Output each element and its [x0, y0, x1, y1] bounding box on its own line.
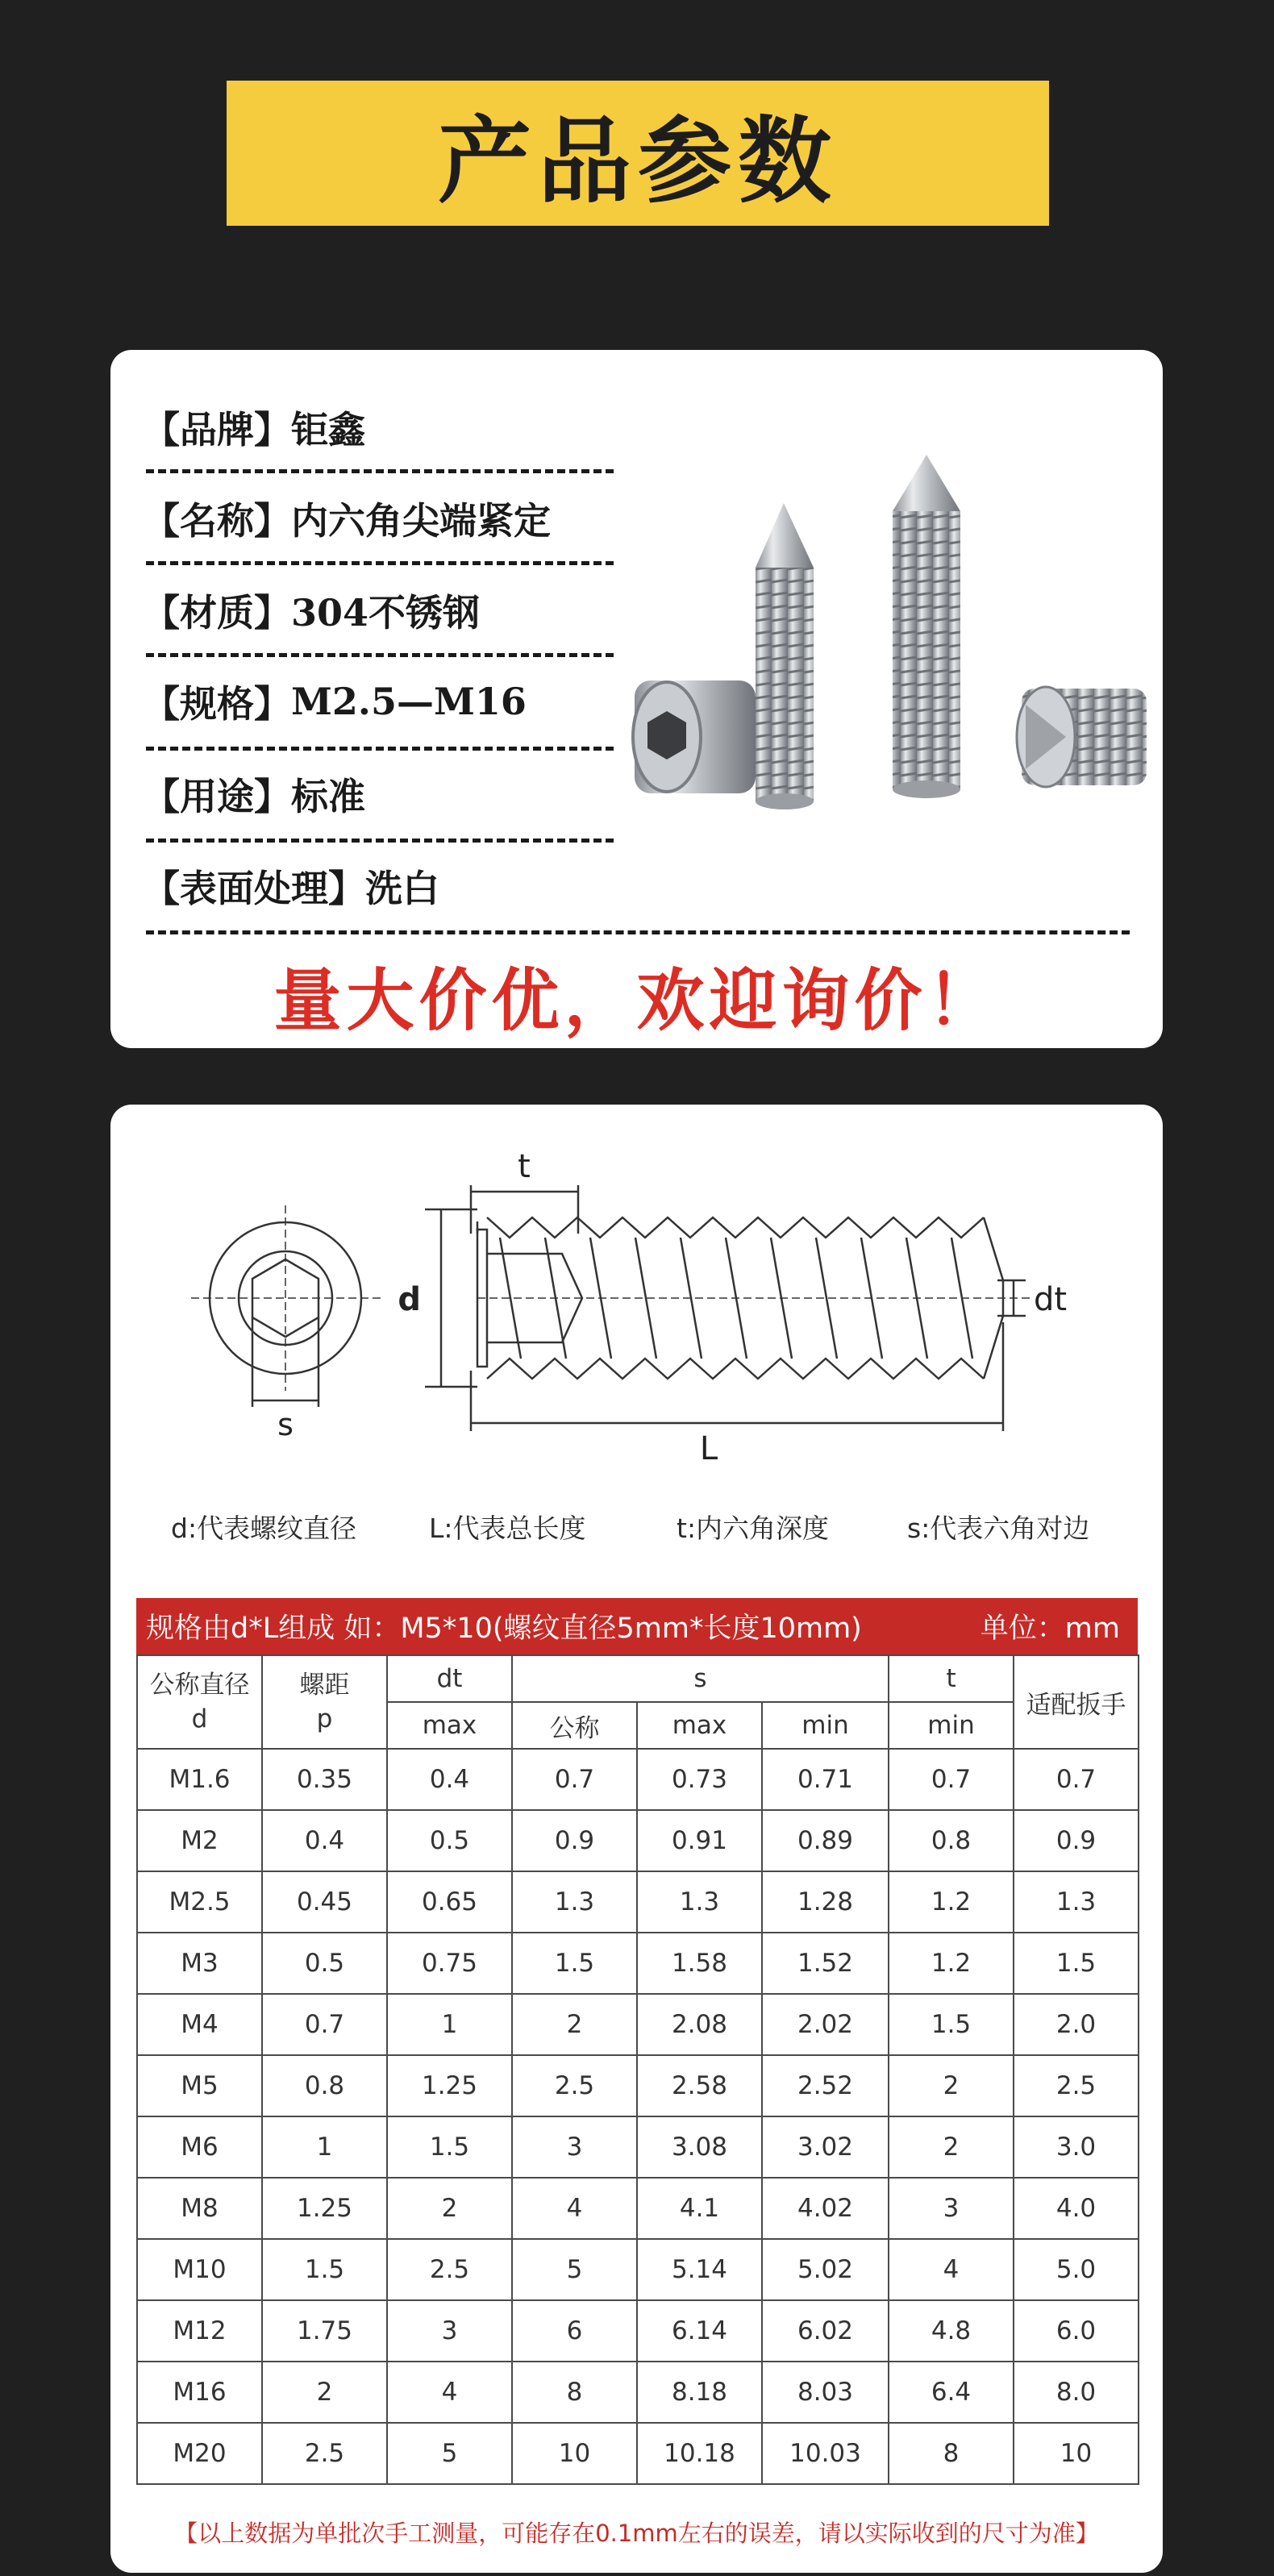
table-cell: 0.7 — [889, 1749, 1014, 1810]
table-cell: 0.45 — [262, 1871, 387, 1933]
table-cell: 0.7 — [262, 1994, 387, 2055]
table-row — [137, 1749, 1139, 1810]
table-cell: M4 — [137, 1994, 262, 2055]
table-row — [137, 2300, 1139, 2362]
table-cell: 2.5 — [1014, 2055, 1139, 2116]
legend-d: d:代表螺纹直径 — [171, 1513, 357, 1544]
legend-t: t:内六角深度 — [677, 1513, 830, 1544]
spec-label: 【规格】 — [143, 682, 291, 726]
table-cell: 8.03 — [762, 2362, 889, 2423]
thread-edge — [487, 1359, 984, 1379]
table-cell: M6 — [137, 2116, 262, 2178]
table-cell: 1.5 — [387, 2116, 512, 2178]
promo-text: 量大价优，欢迎询价！ — [273, 960, 1000, 1040]
table-cell: 1.2 — [889, 1933, 1014, 1994]
table-cell: 0.5 — [387, 1810, 512, 1871]
table-cell: 8 — [512, 2362, 637, 2423]
divider — [146, 561, 614, 565]
table-cell: 1.58 — [637, 1933, 762, 1994]
subheader-cell: max — [637, 1702, 762, 1749]
table-cell: 2.52 — [762, 2055, 889, 2116]
table-cell: 1.2 — [889, 1871, 1014, 1933]
table-cell: M16 — [137, 2362, 262, 2423]
table-cell: 1 — [262, 2116, 387, 2178]
label-L: L — [699, 1430, 718, 1467]
end-view — [191, 1205, 381, 1407]
table-cell: 4.1 — [637, 2178, 762, 2239]
table-title-bar — [136, 1598, 1138, 1654]
table-cell: 4 — [387, 2362, 512, 2423]
table-cell: 10.03 — [762, 2423, 889, 2484]
table-row — [137, 1810, 1139, 1871]
table-cell: 2.08 — [637, 1994, 762, 2055]
table-cell: 1.5 — [889, 1994, 1014, 2055]
table-cell: 6 — [512, 2300, 637, 2362]
table-cell: M5 — [137, 2055, 262, 2116]
table-cell: 5 — [512, 2239, 637, 2300]
table-cell: 2.5 — [512, 2055, 637, 2116]
table-cell: 6.4 — [889, 2362, 1014, 2423]
spec-material — [143, 582, 480, 639]
table-cell: 2.58 — [637, 2055, 762, 2116]
table-cell: 3.02 — [762, 2116, 889, 2178]
table-cell: 5.14 — [637, 2239, 762, 2300]
table-cell: 1.75 — [262, 2300, 387, 2362]
table-cell: 1.3 — [1014, 1871, 1139, 1933]
table-cell: 1.28 — [762, 1871, 889, 1933]
table-cell: 3.0 — [1014, 2116, 1139, 2178]
header-pitch: 螺距 p — [262, 1655, 387, 1749]
spec-name — [143, 490, 551, 547]
dimension-card — [110, 1105, 1163, 2573]
header-wrench: 适配扳手 — [1014, 1655, 1139, 1749]
spec-value: 标准 — [291, 775, 365, 818]
table-row — [137, 1871, 1139, 1933]
title-banner — [227, 81, 1049, 226]
table-cell: 4 — [889, 2239, 1014, 2300]
page-title: 产品参数 — [438, 106, 838, 216]
divider — [146, 653, 614, 657]
table-cell: 6.02 — [762, 2300, 889, 2362]
table-unit: 单位：mm — [980, 1613, 1120, 1645]
table-cell: 10 — [1014, 2423, 1139, 2484]
table-row — [137, 2362, 1139, 2423]
table-cell: M12 — [137, 2300, 262, 2362]
table-cell: 1.5 — [512, 1933, 637, 1994]
screw-medium — [756, 503, 814, 809]
table-row — [137, 2178, 1139, 2239]
screw-point-end — [1017, 687, 1147, 787]
product-info-card — [110, 350, 1163, 1048]
table-cell: 4.8 — [889, 2300, 1014, 2362]
table-cell: 1.3 — [512, 1871, 637, 1933]
table-cell: 1 — [387, 1994, 512, 2055]
table-cell: M2 — [137, 1810, 262, 1871]
spec-table-wrap — [136, 1598, 1138, 2485]
table-cell: 6.14 — [637, 2300, 762, 2362]
table-cell: M3 — [137, 1933, 262, 1994]
screw-hex-end — [633, 680, 756, 793]
thread-line — [906, 1238, 927, 1359]
dimension-diagram — [110, 1105, 1163, 1484]
table-cell: M1.6 — [137, 1749, 262, 1810]
table-cell: 0.8 — [889, 1810, 1014, 1871]
table-cell: 0.5 — [262, 1933, 387, 1994]
spec-value: 洗白 — [365, 867, 439, 910]
table-row — [137, 1994, 1139, 2055]
table-cell: 0.75 — [387, 1933, 512, 1994]
table-cell: 2 — [889, 2116, 1014, 2178]
divider — [146, 747, 614, 751]
spec-label: 【用途】 — [143, 775, 291, 818]
legend-L: L:代表总长度 — [429, 1513, 586, 1544]
divider — [146, 469, 614, 473]
table-cell: 8 — [889, 2423, 1014, 2484]
table-cell: 2 — [262, 2362, 387, 2423]
table-cell: 0.35 — [262, 1749, 387, 1810]
spec-table — [136, 1654, 1139, 2485]
table-row — [137, 2423, 1139, 2484]
product-photo — [627, 455, 1159, 826]
subheader-cell: max — [387, 1702, 512, 1749]
table-cell: M8 — [137, 2178, 262, 2239]
spec-label: 【品牌】 — [143, 408, 291, 452]
table-cell: 8.0 — [1014, 2362, 1139, 2423]
table-cell: M2.5 — [137, 1871, 262, 1933]
table-cell: 3 — [889, 2178, 1014, 2239]
table-cell: 0.91 — [637, 1810, 762, 1871]
table-cell: 2 — [387, 2178, 512, 2239]
table-cell: 1.3 — [637, 1871, 762, 1933]
label-dt: dt — [1034, 1281, 1068, 1318]
table-cell: 2.5 — [262, 2423, 387, 2484]
header-s: s — [512, 1655, 889, 1702]
table-cell: 4 — [512, 2178, 637, 2239]
table-cell: 1.5 — [1014, 1933, 1139, 1994]
table-cell: M10 — [137, 2239, 262, 2300]
table-cell: 0.4 — [262, 1810, 387, 1871]
divider — [146, 839, 614, 843]
table-cell: 2.0 — [1014, 1994, 1139, 2055]
spec-size — [143, 673, 527, 730]
table-row — [137, 1933, 1139, 1994]
table-cell: 0.9 — [1014, 1810, 1139, 1871]
table-cell: M20 — [137, 2423, 262, 2484]
screw-long — [893, 455, 960, 798]
table-cell: 2.5 — [387, 2239, 512, 2300]
spec-surface — [143, 858, 439, 914]
spec-value: 钜鑫 — [291, 408, 365, 452]
table-row — [137, 2239, 1139, 2300]
table-cell: 6.0 — [1014, 2300, 1139, 2362]
table-cell: 5.02 — [762, 2239, 889, 2300]
table-title: 规格由d*L组成 如：M5*10(螺纹直径5mm*长度10mm) — [146, 1613, 862, 1645]
table-row — [137, 2116, 1139, 2178]
subheader-cell: min — [762, 1702, 889, 1749]
table-cell: 10 — [512, 2423, 637, 2484]
table-cell: 0.73 — [637, 1749, 762, 1810]
divider — [146, 930, 1130, 934]
spec-value: M2.5—M16 — [291, 680, 527, 723]
spec-value: 304不锈钢 — [291, 591, 481, 635]
side-view — [425, 1185, 1030, 1431]
table-cell: 0.71 — [762, 1749, 889, 1810]
spec-usage — [143, 766, 365, 822]
label-t: t — [518, 1148, 531, 1185]
subheader-cell: 公称 — [512, 1702, 637, 1749]
footnote: 【以上数据为单批次手工测量，可能存在0.1mm左右的误差，请以实际收到的尺寸为准】 — [174, 2520, 1099, 2547]
table-cell: 4.02 — [762, 2178, 889, 2239]
table-cell: 0.7 — [512, 1749, 637, 1810]
table-cell: 5 — [387, 2423, 512, 2484]
table-cell: 2 — [889, 2055, 1014, 2116]
table-cell: 3 — [387, 2300, 512, 2362]
table-cell: 1.25 — [262, 2178, 387, 2239]
table-cell: 2.02 — [762, 1994, 889, 2055]
table-cell: 5.0 — [1014, 2239, 1139, 2300]
table-cell: 0.65 — [387, 1871, 512, 1933]
table-cell: 8.18 — [637, 2362, 762, 2423]
spec-label: 【材质】 — [143, 591, 291, 635]
table-cell: 0.4 — [387, 1749, 512, 1810]
label-d: d — [398, 1281, 421, 1318]
spec-label: 【表面处理】 — [143, 867, 365, 910]
table-cell: 3 — [512, 2116, 637, 2178]
table-cell: 1.52 — [762, 1933, 889, 1994]
spec-brand — [143, 399, 365, 456]
spec-label: 【名称】 — [143, 499, 291, 543]
thread-edge — [487, 1217, 984, 1238]
header-dt: dt — [387, 1655, 512, 1702]
table-cell: 0.8 — [262, 2055, 387, 2116]
table-cell: 1.5 — [262, 2239, 387, 2300]
header-nominal: 公称直径 d — [137, 1655, 262, 1749]
label-s: s — [277, 1407, 294, 1442]
table-cell: 0.7 — [1014, 1749, 1139, 1810]
table-cell: 2 — [512, 1994, 637, 2055]
header-t: t — [889, 1655, 1014, 1702]
legend-s: s:代表六角对边 — [907, 1513, 1090, 1544]
table-cell: 0.9 — [512, 1810, 637, 1871]
spec-value: 内六角尖端紧定 — [291, 499, 551, 543]
table-cell: 3.08 — [637, 2116, 762, 2178]
table-row — [137, 2055, 1139, 2116]
subheader-cell: min — [889, 1702, 1014, 1749]
table-cell: 10.18 — [637, 2423, 762, 2484]
table-cell: 1.25 — [387, 2055, 512, 2116]
table-header-row — [137, 1655, 1139, 1702]
table-cell: 4.0 — [1014, 2178, 1139, 2239]
table-cell: 0.89 — [762, 1810, 889, 1871]
